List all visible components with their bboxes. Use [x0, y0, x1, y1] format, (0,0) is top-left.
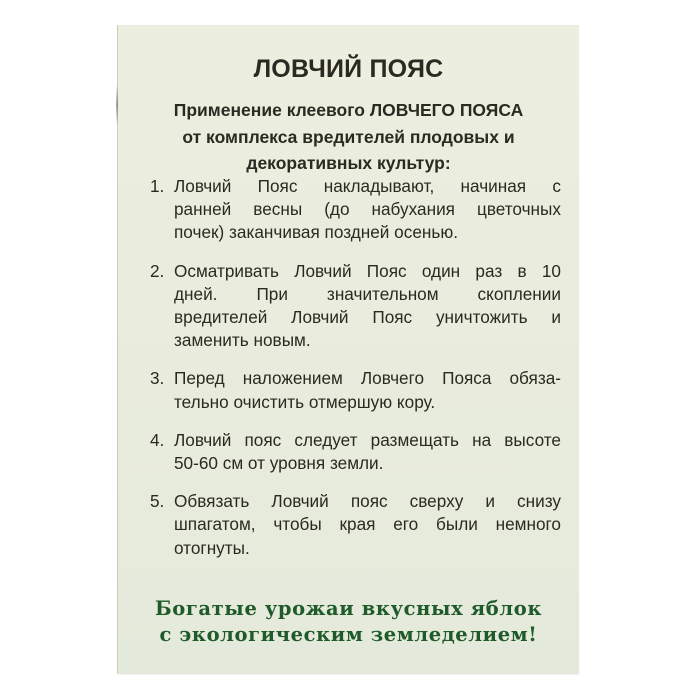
- item-line: 50-60 см от уровня земли.: [174, 453, 384, 474]
- item-line: ранней весны (до набухания цветочных: [174, 199, 561, 220]
- item-line: шпагатом, чтобы края его были немного: [174, 514, 561, 535]
- item-number: 4.: [150, 429, 165, 450]
- subtitle-line: от комплекса вредителей плодовых и: [182, 126, 515, 147]
- instruction-item-2: [150, 260, 561, 353]
- item-line: Ловчий Пояс накладывают, начиная с: [174, 176, 561, 196]
- instruction-item-3: [150, 367, 561, 413]
- instructions-list: [150, 175, 561, 575]
- item-number: 5.: [150, 491, 165, 512]
- item-line: Ловчий пояс следует размещать на высоте: [174, 429, 561, 450]
- subtitle-line: Применение клеевого ЛОВЧЕГО ПОЯСА: [173, 100, 524, 120]
- item-line: дней. При значительном скоплении: [174, 283, 561, 304]
- item-line: вредителей Ловчий Пояс уничтожить и: [174, 307, 561, 328]
- instruction-item-1: [150, 175, 561, 245]
- item-line: Перед наложением Ловчего Пояса обяза-: [174, 368, 561, 389]
- item-line: Обвязать Ловчий пояс сверху и снизу: [174, 491, 561, 512]
- item-line: Осматривать Ловчий Пояс один раз в 10: [174, 260, 561, 281]
- instruction-item-5: [150, 490, 561, 560]
- item-line: тельно очистить отмершую кору.: [174, 391, 436, 412]
- instruction-item-4: [150, 429, 561, 475]
- instruction-card: [118, 25, 579, 674]
- slogan-line: с экологическим земледелием!: [159, 623, 538, 646]
- item-number: 3.: [150, 368, 165, 389]
- item-number: 2.: [150, 260, 165, 281]
- item-line: заменить новым.: [174, 330, 311, 351]
- item-line: отогнуты.: [174, 537, 250, 558]
- subtitle-line: декоративных культур:: [246, 153, 451, 173]
- document-subtitle: [148, 97, 549, 177]
- item-number: 1.: [150, 176, 165, 196]
- slogan-line: Богатые урожаи вкусных яблок: [154, 597, 543, 620]
- document-title: ЛОВЧИЙ ПОЯС: [253, 55, 444, 83]
- slogan: [118, 596, 579, 648]
- item-line: почек) заканчивая поздней осенью.: [174, 222, 458, 243]
